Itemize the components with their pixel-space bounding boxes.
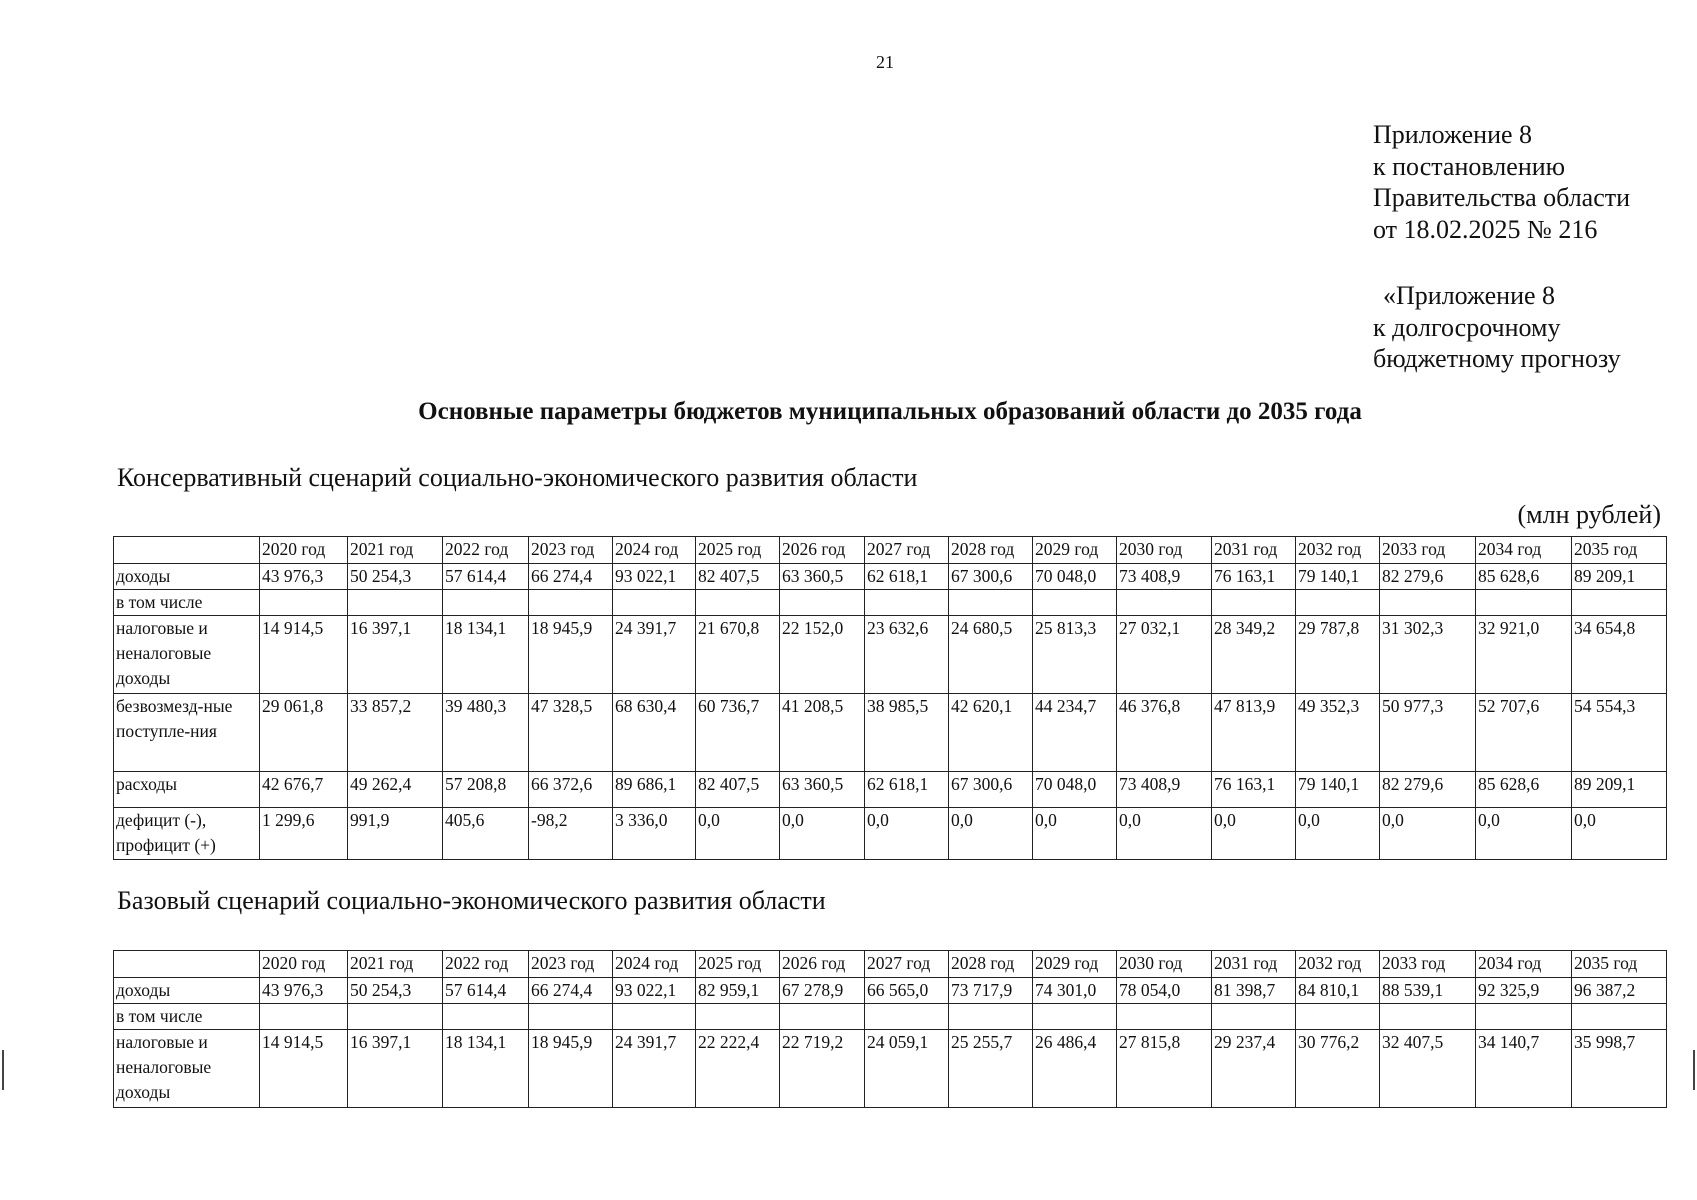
value-cell	[1572, 1004, 1667, 1030]
value-cell: 24 391,7	[613, 616, 696, 694]
value-cell: 66 372,6	[529, 772, 613, 808]
header-corner-cell	[114, 537, 260, 564]
appendix-line: Приложение 8	[1373, 120, 1533, 149]
value-cell: 70 048,0	[1033, 564, 1117, 590]
value-cell	[529, 590, 613, 616]
value-cell: 50 254,3	[348, 978, 443, 1004]
year-header: 2022 год	[443, 951, 529, 978]
value-cell: 30 776,2	[1296, 1030, 1380, 1108]
value-cell: 0,0	[949, 808, 1033, 860]
value-cell: 0,0	[865, 808, 949, 860]
value-cell: 82 279,6	[1380, 564, 1476, 590]
value-cell	[1212, 590, 1296, 616]
value-cell	[613, 1004, 696, 1030]
value-cell: 0,0	[1476, 808, 1572, 860]
value-cell: 73 408,9	[1117, 564, 1212, 590]
value-cell: 29 787,8	[1296, 616, 1380, 694]
value-cell: 34 140,7	[1476, 1030, 1572, 1108]
value-cell	[1033, 590, 1117, 616]
value-cell: 22 222,4	[696, 1030, 780, 1108]
appendix-quote-line: к долгосрочному	[1373, 312, 1561, 342]
value-cell: 29 237,4	[1212, 1030, 1296, 1108]
appendix-line: Правительства области	[1373, 183, 1631, 212]
value-cell: 21 670,8	[696, 616, 780, 694]
value-cell: 66 274,4	[529, 564, 613, 590]
value-cell: 27 032,1	[1117, 616, 1212, 694]
year-header: 2030 год	[1117, 537, 1212, 564]
value-cell: 29 061,8	[260, 694, 348, 772]
value-cell: 991,9	[348, 808, 443, 860]
value-cell: 35 998,7	[1572, 1030, 1667, 1108]
value-cell	[1380, 1004, 1476, 1030]
scan-edge-mark	[2, 1050, 4, 1090]
value-cell: 82 407,5	[696, 772, 780, 808]
year-header: 2034 год	[1476, 537, 1572, 564]
value-cell: 24 059,1	[865, 1030, 949, 1108]
value-cell: 60 736,7	[696, 694, 780, 772]
value-cell: 63 360,5	[780, 564, 865, 590]
value-cell: 16 397,1	[348, 1030, 443, 1108]
year-header: 2024 год	[613, 951, 696, 978]
value-cell: 63 360,5	[780, 772, 865, 808]
value-cell	[443, 1004, 529, 1030]
year-header: 2033 год	[1380, 951, 1476, 978]
value-cell: 23 632,6	[865, 616, 949, 694]
value-cell: 25 813,3	[1033, 616, 1117, 694]
appendix-quote	[1373, 280, 1621, 375]
appendix-line: к постановлению	[1373, 151, 1566, 181]
appendix-line: от 18.02.2025 № 216	[1373, 214, 1598, 244]
value-cell: 41 208,5	[780, 694, 865, 772]
value-cell: 47 328,5	[529, 694, 613, 772]
row-label: доходы	[114, 564, 260, 590]
value-cell	[1296, 590, 1380, 616]
year-header: 2023 год	[529, 537, 613, 564]
value-cell: 28 349,2	[1212, 616, 1296, 694]
value-cell: 54 554,3	[1572, 694, 1667, 772]
value-cell: 92 325,9	[1476, 978, 1572, 1004]
table-row	[114, 590, 1667, 616]
value-cell: 50 977,3	[1380, 694, 1476, 772]
value-cell	[1033, 1004, 1117, 1030]
value-cell: 88 539,1	[1380, 978, 1476, 1004]
value-cell	[696, 590, 780, 616]
budget-table-conservative	[113, 536, 1667, 860]
value-cell: 42 620,1	[949, 694, 1033, 772]
value-cell: 16 397,1	[348, 616, 443, 694]
value-cell: 25 255,7	[949, 1030, 1033, 1108]
value-cell: 52 707,6	[1476, 694, 1572, 772]
year-header: 2020 год	[260, 537, 348, 564]
value-cell: 74 301,0	[1033, 978, 1117, 1004]
year-header: 2035 год	[1572, 951, 1667, 978]
value-cell	[443, 590, 529, 616]
value-cell: 14 914,5	[260, 1030, 348, 1108]
value-cell: 73 408,9	[1117, 772, 1212, 808]
value-cell	[529, 1004, 613, 1030]
value-cell: 39 480,3	[443, 694, 529, 772]
value-cell	[780, 1004, 865, 1030]
row-label: доходы	[114, 978, 260, 1004]
value-cell: 79 140,1	[1296, 564, 1380, 590]
value-cell: 32 921,0	[1476, 616, 1572, 694]
value-cell: 93 022,1	[613, 978, 696, 1004]
value-cell: 44 234,7	[1033, 694, 1117, 772]
year-header: 2030 год	[1117, 951, 1212, 978]
value-cell: 0,0	[780, 808, 865, 860]
value-cell: 49 262,4	[348, 772, 443, 808]
row-label: налоговые и неналоговые доходы	[114, 1030, 260, 1108]
value-cell	[260, 590, 348, 616]
row-label: дефицит (-), профицит (+)	[114, 808, 260, 860]
value-cell: 38 985,5	[865, 694, 949, 772]
value-cell: 84 810,1	[1296, 978, 1380, 1004]
value-cell: 1 299,6	[260, 808, 348, 860]
table-row	[114, 1004, 1667, 1030]
year-header: 2029 год	[1033, 951, 1117, 978]
value-cell: 0,0	[1380, 808, 1476, 860]
value-cell: 67 300,6	[949, 772, 1033, 808]
header-corner-cell	[114, 951, 260, 978]
year-header: 2028 год	[949, 951, 1033, 978]
value-cell: 50 254,3	[348, 564, 443, 590]
value-cell: 34 654,8	[1572, 616, 1667, 694]
table-row	[114, 808, 1667, 860]
value-cell	[1296, 1004, 1380, 1030]
scan-edge-mark	[1693, 1050, 1695, 1090]
scenario-title-conservative: Консервативный сценарий социально-экономического развития области	[117, 463, 918, 492]
value-cell: 18 945,9	[529, 616, 613, 694]
row-label: налоговые и неналоговые доходы	[114, 616, 260, 694]
units-label: (млн рублей)	[1517, 500, 1661, 529]
row-label: расходы	[114, 772, 260, 808]
value-cell	[1476, 1004, 1572, 1030]
value-cell: 66 274,4	[529, 978, 613, 1004]
year-header: 2032 год	[1296, 951, 1380, 978]
appendix-quote-line: «Приложение 8	[1383, 281, 1556, 310]
value-cell	[260, 1004, 348, 1030]
value-cell	[1117, 590, 1212, 616]
value-cell: 0,0	[1212, 808, 1296, 860]
value-cell: 0,0	[1117, 808, 1212, 860]
value-cell: 0,0	[1033, 808, 1117, 860]
value-cell	[1572, 590, 1667, 616]
value-cell: 82 959,1	[696, 978, 780, 1004]
value-cell: 24 391,7	[613, 1030, 696, 1108]
page-number: 21	[876, 52, 894, 72]
year-header: 2029 год	[1033, 537, 1117, 564]
value-cell: 32 407,5	[1380, 1030, 1476, 1108]
value-cell: 85 628,6	[1476, 564, 1572, 590]
table-row	[114, 616, 1667, 694]
value-cell: 57 208,8	[443, 772, 529, 808]
value-cell: 67 300,6	[949, 564, 1033, 590]
value-cell: 89 209,1	[1572, 564, 1667, 590]
year-header: 2026 год	[780, 951, 865, 978]
value-cell: 24 680,5	[949, 616, 1033, 694]
value-cell: 18 134,1	[443, 616, 529, 694]
value-cell	[696, 1004, 780, 1030]
value-cell: 0,0	[696, 808, 780, 860]
value-cell: 46 376,8	[1117, 694, 1212, 772]
year-header: 2035 год	[1572, 537, 1667, 564]
value-cell: 27 815,8	[1117, 1030, 1212, 1108]
value-cell: 57 614,4	[443, 564, 529, 590]
main-title: Основные параметры бюджетов муниципальных образований области до 2035 года	[418, 398, 1362, 425]
value-cell: 89 209,1	[1572, 772, 1667, 808]
year-header: 2021 год	[348, 951, 443, 978]
year-header: 2020 год	[260, 951, 348, 978]
value-cell: 31 302,3	[1380, 616, 1476, 694]
appendix-quote-line: бюджетному прогнозу	[1373, 344, 1621, 373]
year-header: 2027 год	[865, 537, 949, 564]
row-label: в том числе	[114, 590, 260, 616]
row-label: в том числе	[114, 1004, 260, 1030]
value-cell: 89 686,1	[613, 772, 696, 808]
value-cell: 405,6	[443, 808, 529, 860]
value-cell: 22 152,0	[780, 616, 865, 694]
value-cell: 81 398,7	[1212, 978, 1296, 1004]
year-header: 2034 год	[1476, 951, 1572, 978]
value-cell: -98,2	[529, 808, 613, 860]
value-cell: 62 618,1	[865, 772, 949, 808]
year-header: 2025 год	[696, 951, 780, 978]
value-cell: 76 163,1	[1212, 564, 1296, 590]
year-header: 2031 год	[1212, 951, 1296, 978]
value-cell: 70 048,0	[1033, 772, 1117, 808]
year-header: 2026 год	[780, 537, 865, 564]
value-cell: 26 486,4	[1033, 1030, 1117, 1108]
value-cell: 68 630,4	[613, 694, 696, 772]
value-cell: 57 614,4	[443, 978, 529, 1004]
value-cell: 33 857,2	[348, 694, 443, 772]
value-cell	[949, 590, 1033, 616]
value-cell: 18 134,1	[443, 1030, 529, 1108]
year-header: 2021 год	[348, 537, 443, 564]
table-row	[114, 564, 1667, 590]
value-cell: 14 914,5	[260, 616, 348, 694]
value-cell: 22 719,2	[780, 1030, 865, 1108]
value-cell: 85 628,6	[1476, 772, 1572, 808]
value-cell: 96 387,2	[1572, 978, 1667, 1004]
value-cell: 0,0	[1296, 808, 1380, 860]
scenario-title-base: Базовый сценарий социально-экономического развития области	[117, 886, 826, 915]
value-cell	[780, 590, 865, 616]
table-row	[114, 978, 1667, 1004]
value-cell: 43 976,3	[260, 978, 348, 1004]
value-cell: 3 336,0	[613, 808, 696, 860]
table-row	[114, 694, 1667, 772]
value-cell	[1117, 1004, 1212, 1030]
value-cell: 18 945,9	[529, 1030, 613, 1108]
value-cell: 79 140,1	[1296, 772, 1380, 808]
value-cell	[865, 590, 949, 616]
value-cell: 43 976,3	[260, 564, 348, 590]
value-cell: 76 163,1	[1212, 772, 1296, 808]
value-cell: 62 618,1	[865, 564, 949, 590]
value-cell	[949, 1004, 1033, 1030]
year-header: 2027 год	[865, 951, 949, 978]
appendix-header	[1373, 119, 1630, 245]
year-header: 2033 год	[1380, 537, 1476, 564]
value-cell	[1476, 590, 1572, 616]
value-cell	[613, 590, 696, 616]
table-row	[114, 772, 1667, 808]
value-cell: 93 022,1	[613, 564, 696, 590]
value-cell: 82 407,5	[696, 564, 780, 590]
row-label: безвозмезд-ные поступле-ния	[114, 694, 260, 772]
year-header: 2024 год	[613, 537, 696, 564]
value-cell: 67 278,9	[780, 978, 865, 1004]
year-header: 2022 год	[443, 537, 529, 564]
table-row	[114, 1030, 1667, 1108]
year-header: 2028 год	[949, 537, 1033, 564]
value-cell: 0,0	[1572, 808, 1667, 860]
budget-table-base	[113, 950, 1667, 1108]
value-cell	[1212, 1004, 1296, 1030]
year-header: 2031 год	[1212, 537, 1296, 564]
value-cell: 42 676,7	[260, 772, 348, 808]
year-header: 2023 год	[529, 951, 613, 978]
year-header: 2032 год	[1296, 537, 1380, 564]
value-cell: 73 717,9	[949, 978, 1033, 1004]
value-cell	[1380, 590, 1476, 616]
value-cell: 78 054,0	[1117, 978, 1212, 1004]
value-cell: 49 352,3	[1296, 694, 1380, 772]
value-cell: 66 565,0	[865, 978, 949, 1004]
value-cell: 82 279,6	[1380, 772, 1476, 808]
value-cell	[348, 1004, 443, 1030]
value-cell: 47 813,9	[1212, 694, 1296, 772]
value-cell	[348, 590, 443, 616]
value-cell	[865, 1004, 949, 1030]
year-header: 2025 год	[696, 537, 780, 564]
